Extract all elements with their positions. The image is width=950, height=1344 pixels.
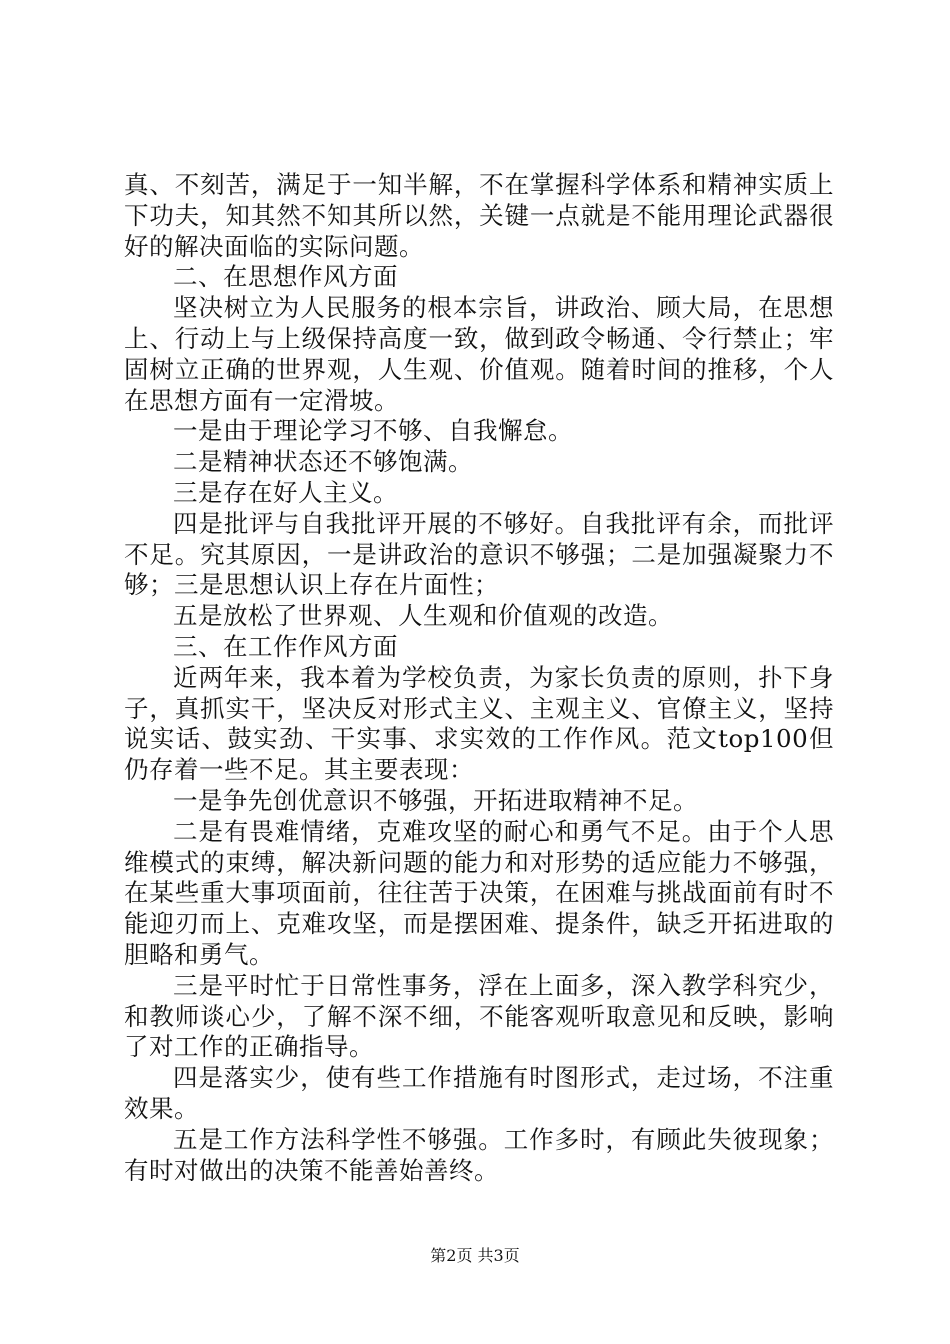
section-heading-work-style: 三、在工作作风方面 (173, 631, 398, 661)
list-item-ideology-5: 五是放松了世界观、人生观和价值观的改造。 (173, 601, 673, 631)
list-item-work-3: 三是平时忙于日常性事务，浮在上面多，深入教学科究少，和教师谈心少，了解不深不细，不能客观听取意见和反映，影响了对工作的正确指导。 (124, 970, 834, 1062)
list-item-ideology-3: 三是存在好人主义。 (173, 477, 398, 507)
list-item-ideology-4: 四是批评与自我批评开展的不够好。自我批评有余，而批评不足。究其原因，一是讲政治的意识不够强；二是加强凝聚力不够；三是思想认识上存在片面性； (124, 508, 834, 600)
list-item-work-5: 五是工作方法科学性不够强。工作多时，有顾此失彼现象；有时对做出的决策不能善始善终。 (124, 1124, 834, 1185)
list-item-work-4: 四是落实少，使有些工作措施有时图形式，走过场，不注重效果。 (124, 1063, 834, 1123)
list-item-work-1: 一是争先创优意识不够强，开拓进取精神不足。 (173, 785, 698, 815)
paragraph-work-style-intro: 近两年来，我本着为学校负责，为家长负责的原则，扑下身子，真抓实干，坚决反对形式主义、主观主义、官僚主义，坚持说实话、鼓实劲、干实事、求实效的工作作风。范文top100但仍存着一些不足。其主要表现： (124, 662, 834, 785)
list-item-ideology-2: 二是精神状态还不够饱满。 (173, 447, 473, 477)
page-number-footer: 第2页 共3页 (430, 1246, 520, 1265)
list-item-ideology-1: 一是由于理论学习不够、自我懈怠。 (173, 416, 573, 446)
paragraph-ideology-intro: 坚决树立为人民服务的根本宗旨，讲政治、顾大局，在思想上、行动上与上级保持高度一致，做到政令畅通、令行禁止；牢固树立正确的世界观，人生观、价值观。随着时间的推移，个人在思想方面有一定滑坡。 (124, 293, 834, 415)
paragraph-continuation: 真、不刻苦，满足于一知半解，不在掌握科学体系和精神实质上下功夫，知其然不知其所以然，关键一点就是不能用理论武器很好的解决面临的实际问题。 (124, 170, 834, 261)
document-body (124, 170, 834, 1186)
list-item-work-2: 二是有畏难情绪，克难攻坚的耐心和勇气不足。由于个人思维模式的束缚，解决新问题的能力和对形势的适应能力不够强，在某些重大事项面前，往往苦于决策，在困难与挑战面前有时不能迎刃而上、克难攻坚，而是摆困难、提条件，缺乏开拓进取的胆略和勇气。 (124, 816, 834, 969)
section-heading-ideology: 二、在思想作风方面 (173, 262, 398, 292)
